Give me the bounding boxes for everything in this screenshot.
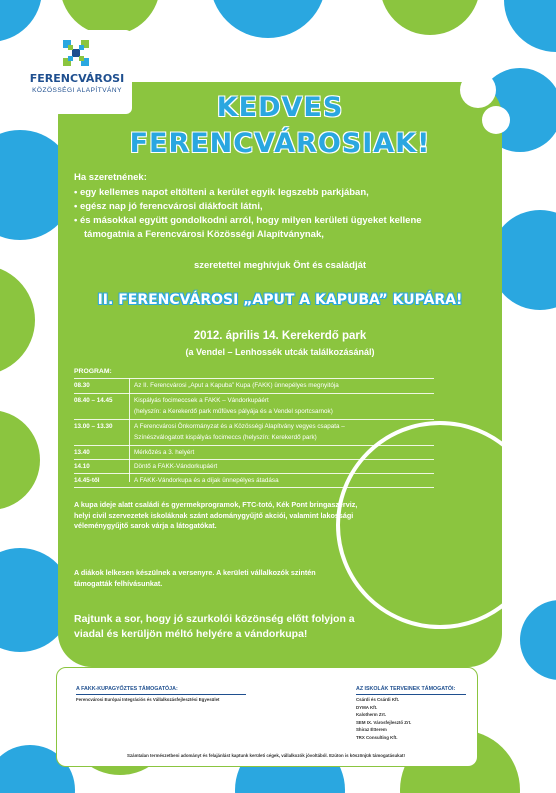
program-heading: PROGRAM:: [74, 368, 112, 375]
program-rule-top: [74, 378, 434, 379]
program-desc: (helyszín: a Kerekerdő park műfüves pályája és a Vendel sportcsarnok): [134, 408, 333, 415]
program-time: 14.10: [74, 463, 90, 470]
cup-title: II. FERENCVÁROSI „APUT A KAPUBA” KUPÁRA!: [97, 292, 463, 308]
students-paragraph: A diákok lelkesen készülnek a versenyre. A kerületi vállalkozók szintén támogatták felhívásunkat.: [74, 568, 316, 588]
dot-green-3: [0, 265, 35, 375]
program-rule: [74, 445, 434, 446]
intro-bullet-1: • egy kellemes napot eltölteni a kerület egyik legszebb parkjában,: [74, 187, 369, 198]
school-sponsor: Csárdi és Csárdi Kft.: [356, 697, 400, 702]
event-venue: (a Vendel – Lenhossék utcák találkozásánál): [185, 347, 375, 357]
dot-green-2: [380, 0, 480, 35]
dot-blue-3: [504, 0, 556, 52]
intro-bullet-3: • és másokkal együtt gondolkodni arról, hogy milyen kerületi ügyeket kellene támogatnia a Ferencvárosi Közösségi Alapítványnak,: [74, 215, 422, 240]
logo-subname: KÖZÖSSÉGI ALAPÍTVÁNY: [32, 87, 122, 94]
sponsors-thanks-footer: Számtalan természetbeni adományt és felajánlást kaptunk kerületi cégek, vállalkozók jóvoltából. Ezúton is köszönjük támogatásukat!: [127, 753, 405, 758]
program-desc: A Ferencvárosi Önkormányzat és a Közösségi Alapítvány vegyes csapata –: [134, 423, 345, 430]
logo-name: FERENCVÁROSI: [29, 72, 125, 85]
program-time: 13.00 – 13.30: [74, 423, 113, 430]
main-sponsor-underline: [76, 694, 246, 695]
intro-bullet-2: • egész nap jó ferencvárosi diákfocit látni,: [74, 201, 263, 212]
invite-line: szeretettel meghívjuk Önt és családját: [193, 260, 367, 271]
school-sponsors-heading: AZ ISKOLÁK TERVEINEK TÁMOGATÓI:: [356, 686, 456, 692]
title-line-2: FERENCVÁROSIAK!: [129, 128, 431, 159]
program-desc: Színészválogatott kispályás focimeccs (helyszín: Kerekerdő park): [134, 434, 317, 441]
program-desc: A FAKK-Vándorkupa és a díjak ünnepélyes átadása: [134, 477, 279, 484]
logo-mark-icon: [63, 40, 89, 66]
program-time: 13.40: [74, 449, 90, 456]
program-desc: Az II. Ferencvárosi „Aput a Kapuba” Kupa (FAKK) ünnepélyes megnyitója: [134, 382, 339, 389]
program-rule: [74, 473, 434, 474]
program-time: 08.40 – 14.45: [74, 397, 113, 404]
program-time: 14.45-től: [74, 477, 100, 484]
program-desc: Döntő a FAKK-Vándorkupáért: [134, 463, 218, 470]
program-desc: Kispályás focimeccsek a FAKK – Vándorkupáért: [134, 397, 269, 404]
school-sponsors-underline: [356, 694, 466, 695]
program-time: 08.30: [74, 382, 90, 389]
school-sponsor: DYMA Kft.: [356, 704, 378, 710]
event-date: 2012. április 14. Kerekerdő park: [193, 330, 367, 342]
dot-blue-2: [210, 0, 326, 38]
program-rule: [74, 459, 434, 460]
program-rule: [74, 419, 434, 420]
intro-lead: Ha szeretnének:: [74, 172, 147, 183]
school-sponsor: Kalotherm Zrt.: [356, 712, 387, 717]
program-rule: [74, 393, 434, 394]
dot-blue-10: [520, 600, 556, 680]
school-sponsor: SEM IX. Városfejlesztő Zrt.: [356, 719, 412, 725]
family-programs-paragraph: A kupa ideje alatt családi és gyermekprogramok, FTC-totó, Kék Pont bringaszerviz, helyi civil szervezetek iskoláknak szánt adománygyűjtő akciói, valamint lakossági véleménygyűjtő sarok várja a látogatókat.: [74, 500, 358, 530]
school-sponsors-list: [356, 696, 466, 741]
closing-paragraph: Rajtunk a sor, hogy jó szurkolói közönség előtt folyjon a viadal és kerüljön méltó helyére a vándorkupa!: [74, 613, 355, 640]
intro-bullets: [74, 186, 434, 242]
program-desc: Mérkőzés a 3. helyért: [134, 449, 195, 456]
main-sponsor-name: Ferencvárosi Európai Integrációs és Vállalkozásfejlesztési Egyesület: [76, 697, 220, 702]
school-sponsor: TRX Consulting Kft.: [356, 734, 398, 740]
program-rule-bottom: [74, 487, 434, 488]
main-sponsor-heading: A FAKK-KUPAGYŐZTES TÁMOGATÓJA:: [76, 686, 178, 692]
school-sponsor: Shiraz Étterem: [356, 727, 387, 732]
title-line-1: KEDVES: [216, 92, 344, 123]
dot-green-4: [0, 410, 40, 510]
